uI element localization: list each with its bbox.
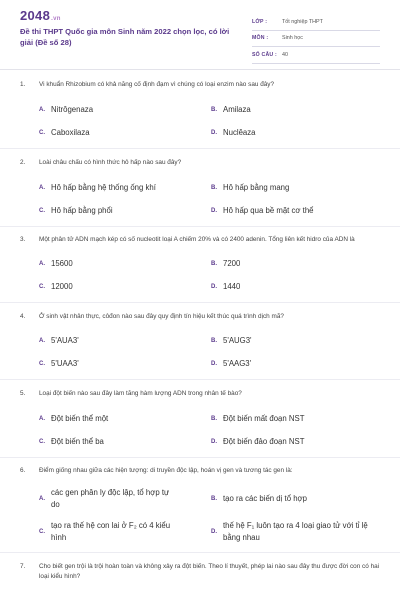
question-7 (0, 553, 400, 582)
meta-label: LỚP : (252, 18, 268, 25)
option-letter: B. (211, 106, 217, 113)
meta-label: SỐ CÂU : (252, 51, 277, 58)
option-list (20, 329, 388, 375)
question-body: Loại đột biến nào sau đây làm tăng hàm lượng ADN trong nhân tế bào? (39, 390, 242, 397)
question-text (20, 562, 388, 582)
option-text: tạo ra các biến dị tổ hợp (223, 493, 307, 503)
option-letter: C. (39, 207, 45, 214)
question-text (20, 158, 388, 168)
option-text: 5'AAG3' (223, 358, 252, 368)
meta-value: 40 (282, 51, 288, 58)
option-a[interactable] (39, 407, 211, 430)
option-text: 7200 (223, 258, 241, 268)
option-letter: B. (211, 337, 217, 344)
option-b[interactable] (211, 252, 383, 275)
option-text: 5'AUA3' (51, 335, 79, 345)
option-text: Hô hấp qua bề mặt cơ thể (223, 205, 314, 215)
option-a[interactable] (39, 329, 211, 352)
option-text: Amilaza (223, 104, 251, 114)
option-text: Đột biến đảo đoạn NST (223, 436, 305, 446)
option-d[interactable] (211, 121, 383, 144)
question-5 (0, 380, 400, 453)
question-list (0, 70, 400, 582)
option-text: Đột biến thể ba (51, 436, 104, 446)
option-d[interactable] (211, 352, 383, 375)
option-b[interactable] (211, 407, 383, 430)
meta-row-count (252, 47, 380, 64)
option-letter: C. (39, 438, 45, 445)
option-a[interactable] (39, 98, 211, 121)
option-letter: A. (39, 106, 45, 113)
option-text: Hô hấp bằng mang (223, 182, 290, 192)
option-c[interactable] (39, 515, 211, 548)
option-letter: C. (39, 283, 45, 290)
option-c[interactable] (39, 121, 211, 144)
question-text (20, 80, 388, 90)
option-text: 15600 (51, 258, 73, 268)
option-list (20, 252, 388, 298)
option-b[interactable] (211, 329, 383, 352)
option-b[interactable] (211, 482, 383, 515)
option-text: các gen phân ly độc lập, tổ hợp tự do (51, 487, 170, 509)
option-text: tạo ra thế hệ con lai ở F₂ có 4 kiểu hình (51, 520, 171, 542)
option-letter: C. (39, 129, 45, 136)
question-text (20, 389, 388, 399)
option-letter: B. (211, 260, 217, 267)
option-letter: C. (39, 528, 45, 535)
option-list (20, 176, 388, 222)
question-number: 5. (20, 390, 26, 397)
option-letter: B. (211, 415, 217, 422)
option-text: 12000 (51, 281, 73, 291)
logo-suffix: .vn (51, 16, 61, 22)
meta-value: Tốt nghiệp THPT (282, 18, 323, 25)
option-text: Hô hấp bằng hệ thống ống khí (51, 182, 156, 192)
option-c[interactable] (39, 352, 211, 375)
option-b[interactable] (211, 176, 383, 199)
option-letter: D. (211, 283, 217, 290)
meta-value: Sinh học (282, 35, 303, 42)
question-number: 2. (20, 159, 26, 166)
option-letter: A. (39, 184, 45, 191)
meta-row-subject (252, 31, 380, 48)
option-text: Đột biến thể một (51, 413, 109, 423)
question-4 (0, 303, 400, 375)
option-d[interactable] (211, 275, 383, 298)
option-c[interactable] (39, 275, 211, 298)
option-d[interactable] (211, 515, 383, 548)
option-letter: D. (211, 528, 217, 535)
option-letter: A. (39, 495, 45, 502)
option-letter: A. (39, 337, 45, 344)
option-letter: D. (211, 438, 217, 445)
exam-title: Đề thi THPT Quốc gia môn Sinh năm 2022 chọn lọc, có lời giải (Đề số 28) (20, 27, 230, 47)
option-letter: D. (211, 207, 217, 214)
option-text: Hô hấp bằng phổi (51, 205, 113, 215)
question-body: Vi khuẩn Rhizobium có khả năng cố định đạm vì chúng có loại enzim nào sau đây? (39, 81, 275, 88)
option-text: thế hệ F₁ luôn tạo ra 4 loại giao tử với tỉ lệ bằng nhau (223, 520, 368, 542)
question-2 (0, 149, 400, 222)
question-number: 7. (20, 563, 26, 570)
option-text: 1440 (223, 281, 241, 291)
option-list (20, 407, 388, 453)
option-text: 5'UAA3' (51, 358, 79, 368)
question-body: Điểm giống nhau giữa các hiện tượng: di truyền độc lập, hoán vị gen và tương tác gen là: (39, 467, 293, 474)
question-number: 6. (20, 467, 26, 474)
question-text (20, 312, 388, 322)
question-1 (0, 70, 400, 144)
question-body: Cho biết gen trội là trội hoàn toàn và không xảy ra đột biến. Theo lí thuyết, phép lai nào sau đây thu được đời con có hai loại kiểu hình? (39, 563, 380, 580)
option-a[interactable] (39, 176, 211, 199)
option-list (20, 98, 388, 144)
question-3 (0, 227, 400, 298)
option-a[interactable] (39, 482, 211, 515)
question-body: Một phân tử ADN mạch kép có số nucleotit loại A chiếm 20% và có 2400 adenin. Tổng liên kết hidro của ADN là (39, 236, 355, 243)
option-letter: A. (39, 260, 45, 267)
option-text: Caboxilaza (51, 127, 90, 137)
logo-main: 2048 (20, 8, 51, 23)
option-a[interactable] (39, 252, 211, 275)
option-letter: B. (211, 495, 217, 502)
meta-label: MÔN : (252, 35, 269, 42)
question-number: 1. (20, 81, 26, 88)
option-text: Đột biến mất đoạn NST (223, 413, 305, 423)
question-number: 4. (20, 313, 26, 320)
question-number: 3. (20, 236, 26, 243)
question-text (20, 466, 388, 476)
option-text: 5'AUG3' (223, 335, 252, 345)
option-d[interactable] (211, 199, 383, 222)
question-6 (0, 458, 400, 548)
option-letter: C. (39, 360, 45, 367)
question-body: Ở sinh vật nhân thực, côđon nào sau đây quy định tín hiệu kết thúc quá trình dịch mã? (39, 313, 284, 320)
option-letter: D. (211, 129, 217, 136)
option-text: Nitrôgenaza (51, 104, 94, 114)
exam-meta (252, 14, 380, 64)
option-d[interactable] (211, 430, 383, 453)
option-letter: A. (39, 415, 45, 422)
question-body: Loài châu chấu có hình thức hô hấp nào sau đây? (39, 159, 182, 166)
question-text (20, 235, 388, 245)
option-text: Nuclêaza (223, 127, 256, 137)
option-list (20, 482, 388, 548)
option-b[interactable] (211, 98, 383, 121)
option-letter: B. (211, 184, 217, 191)
meta-row-class (252, 14, 380, 31)
option-c[interactable] (39, 430, 211, 453)
option-letter: D. (211, 360, 217, 367)
option-c[interactable] (39, 199, 211, 222)
